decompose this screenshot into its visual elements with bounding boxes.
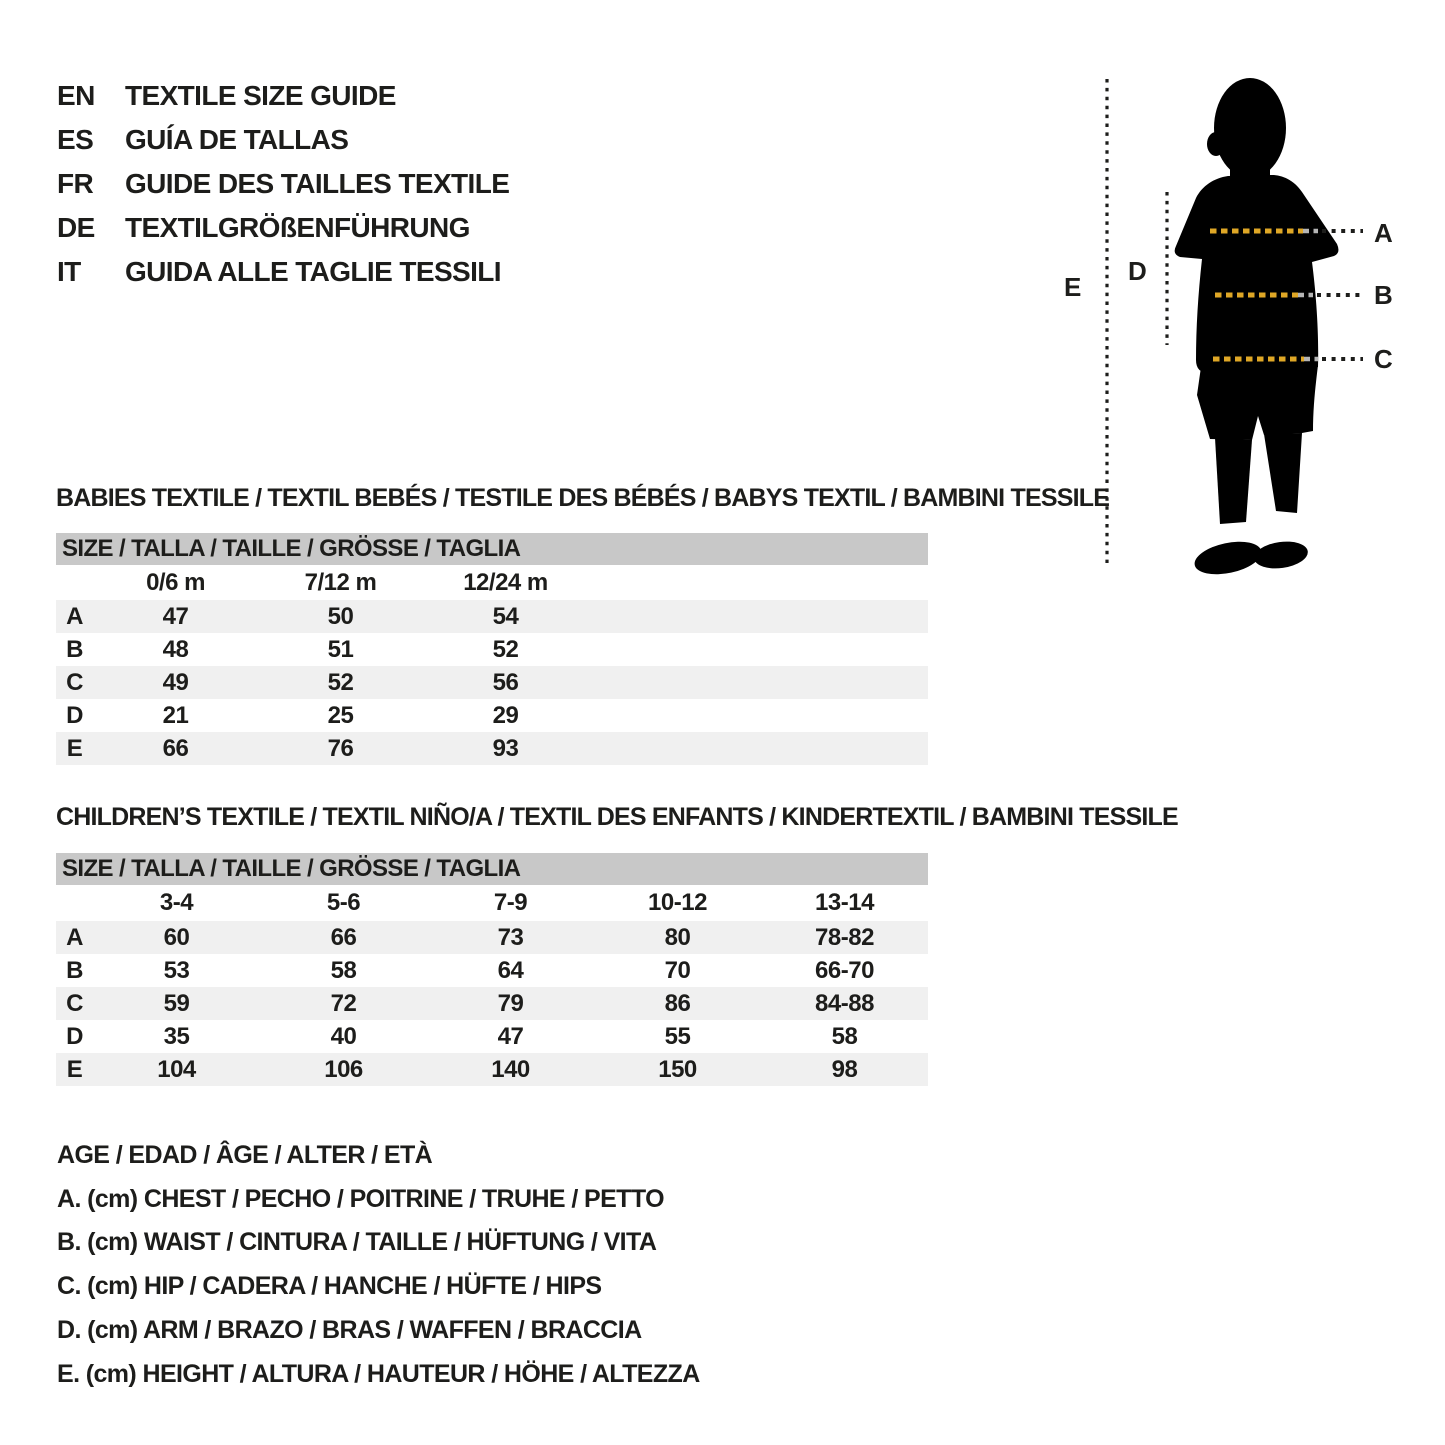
label-a: A — [1374, 218, 1393, 248]
measurement-legend — [57, 1134, 700, 1396]
size-value: 66 — [330, 923, 357, 951]
size-value: 78-82 — [815, 923, 874, 951]
table-row-a — [56, 600, 928, 633]
row-label: B — [66, 956, 83, 984]
size-value: 98 — [831, 1055, 858, 1083]
filler-cell — [588, 633, 928, 666]
size-value: 52 — [492, 635, 519, 663]
size-value: 55 — [664, 1022, 691, 1050]
row-label: C — [66, 989, 83, 1017]
size-value: 47 — [497, 1022, 524, 1050]
size-value: 93 — [492, 734, 519, 762]
row-label: B — [66, 635, 83, 663]
silhouette-left-leg — [1215, 438, 1252, 524]
size-value: 140 — [491, 1055, 530, 1083]
size-value: 21 — [162, 701, 189, 729]
table-row-b — [56, 633, 928, 666]
column-header: 5-6 — [326, 889, 361, 916]
lang-row-de — [57, 206, 509, 250]
table-row-b — [56, 954, 928, 987]
size-value: 86 — [664, 989, 691, 1017]
size-value: 25 — [327, 701, 354, 729]
table-row-e — [56, 732, 928, 765]
size-value: 64 — [497, 956, 524, 984]
lang-row-fr — [57, 162, 509, 206]
size-value: 35 — [163, 1022, 190, 1050]
lang-code: ES — [57, 124, 94, 155]
babies-table-wrap — [56, 533, 928, 765]
column-header: 0/6 m — [146, 568, 205, 596]
babies-size-header-bar: SIZE / TALLA / TAILLE / GRÖSSE / TAGLIA — [56, 533, 928, 565]
filler-cell — [588, 565, 928, 600]
size-value: 48 — [162, 635, 189, 663]
size-value: 150 — [658, 1055, 697, 1083]
row-label: A — [66, 602, 83, 630]
size-value: 79 — [497, 989, 524, 1017]
size-value: 84-88 — [815, 989, 874, 1017]
column-header: 12/24 m — [463, 568, 548, 596]
size-value: 80 — [664, 923, 691, 951]
size-value: 60 — [163, 923, 190, 951]
size-value: 104 — [157, 1055, 196, 1083]
silhouette-left-shoe — [1192, 536, 1265, 579]
children-columns-row — [56, 885, 928, 921]
babies-size-table — [56, 565, 928, 765]
legend-arm: D. (cm) ARM / BRAZO / BRAS / WAFFEN / BRACCIA — [57, 1315, 642, 1344]
legend-chest: A. (cm) CHEST / PECHO / POITRINE / TRUHE / PETTO — [57, 1184, 664, 1213]
legend-hip: C. (cm) HIP / CADERA / HANCHE / HÜFTE / HIPS — [57, 1272, 602, 1301]
lang-row-en — [57, 74, 509, 118]
label-c: C — [1374, 344, 1393, 374]
row-label: E — [66, 734, 83, 762]
size-value: 72 — [330, 989, 357, 1017]
silhouette-shorts — [1197, 360, 1318, 440]
row-label: D — [66, 701, 83, 729]
column-header: 13-14 — [815, 889, 874, 916]
lang-title: TEXTILGRÖßENFÜHRUNG — [125, 212, 470, 243]
filler-cell — [588, 732, 928, 765]
table-row-e — [56, 1053, 928, 1086]
table-row-a — [56, 921, 928, 954]
size-value: 53 — [163, 956, 190, 984]
column-header: 3-4 — [159, 889, 194, 916]
size-value: 70 — [664, 956, 691, 984]
language-header — [57, 74, 509, 294]
label-d: D — [1128, 256, 1147, 286]
size-value: 51 — [327, 635, 354, 663]
size-value: 66 — [162, 734, 189, 762]
size-value: 47 — [162, 602, 189, 630]
table-row-d — [56, 699, 928, 732]
size-value: 76 — [327, 734, 354, 762]
legend-age: AGE / EDAD / ÂGE / ALTER / ETÀ — [57, 1141, 433, 1169]
table-row-d — [56, 1020, 928, 1053]
table-row-c — [56, 987, 928, 1020]
babies-columns-row — [56, 565, 928, 600]
size-value: 54 — [492, 602, 519, 630]
lang-code: DE — [57, 212, 95, 243]
row-label: A — [66, 923, 83, 951]
row-label: C — [66, 668, 83, 696]
row-label: E — [66, 1055, 83, 1083]
size-value: 40 — [330, 1022, 357, 1050]
label-b: B — [1374, 280, 1393, 310]
children-size-table — [56, 885, 928, 1086]
children-size-header-bar: SIZE / TALLA / TAILLE / GRÖSSE / TAGLIA — [56, 853, 928, 885]
corner-cell — [56, 885, 93, 921]
lang-code: IT — [57, 256, 81, 287]
size-value: 49 — [162, 668, 189, 696]
size-value: 59 — [163, 989, 190, 1017]
children-table-wrap — [56, 853, 928, 1086]
filler-cell — [588, 666, 928, 699]
label-e: E — [1064, 272, 1082, 302]
lang-title: GUIDA ALLE TAGLIE TESSILI — [125, 256, 501, 287]
row-label: D — [66, 1022, 83, 1050]
size-value: 50 — [327, 602, 354, 630]
size-value: 29 — [492, 701, 519, 729]
lang-row-es — [57, 118, 509, 162]
child-silhouette — [1175, 78, 1339, 580]
silhouette-right-leg — [1264, 433, 1302, 513]
corner-cell — [56, 565, 93, 600]
size-value: 106 — [324, 1055, 363, 1083]
lang-row-it — [57, 250, 509, 294]
legend-waist: B. (cm) WAIST / CINTURA / TAILLE / HÜFTUNG / VITA — [57, 1228, 657, 1257]
column-header: 10-12 — [648, 889, 707, 916]
lang-title: GUIDE DES TAILLES TEXTILE — [125, 168, 510, 199]
silhouette-torso — [1175, 175, 1339, 373]
column-header: 7/12 m — [304, 568, 377, 596]
size-value: 56 — [492, 668, 519, 696]
filler-cell — [588, 600, 928, 633]
size-value: 58 — [831, 1022, 858, 1050]
size-value: 58 — [330, 956, 357, 984]
lang-code: FR — [57, 168, 94, 199]
lang-title: TEXTILE SIZE GUIDE — [125, 80, 396, 111]
size-value: 73 — [497, 923, 524, 951]
lang-title: GUÍA DE TALLAS — [125, 124, 349, 155]
column-header: 7-9 — [493, 889, 528, 916]
filler-cell — [588, 699, 928, 732]
lang-code: EN — [57, 80, 95, 111]
size-value: 66-70 — [815, 956, 874, 984]
silhouette-right-shoe — [1252, 538, 1309, 571]
table-row-c — [56, 666, 928, 699]
size-value: 52 — [327, 668, 354, 696]
legend-height: E. (cm) HEIGHT / ALTURA / HAUTEUR / HÖHE / ALTEZZA — [57, 1359, 700, 1388]
children-section-title: CHILDREN’S TEXTILE / TEXTIL NIÑO/A / TEXTIL DES ENFANTS / KINDERTEXTIL / BAMBINI TESSILE — [56, 803, 1178, 831]
silhouette-ear — [1207, 132, 1225, 156]
babies-section-title: BABIES TEXTILE / TEXTIL BEBÉS / TESTILE DES BÉBÉS / BABYS TEXTIL / BAMBINI TESSILE — [56, 484, 1110, 512]
